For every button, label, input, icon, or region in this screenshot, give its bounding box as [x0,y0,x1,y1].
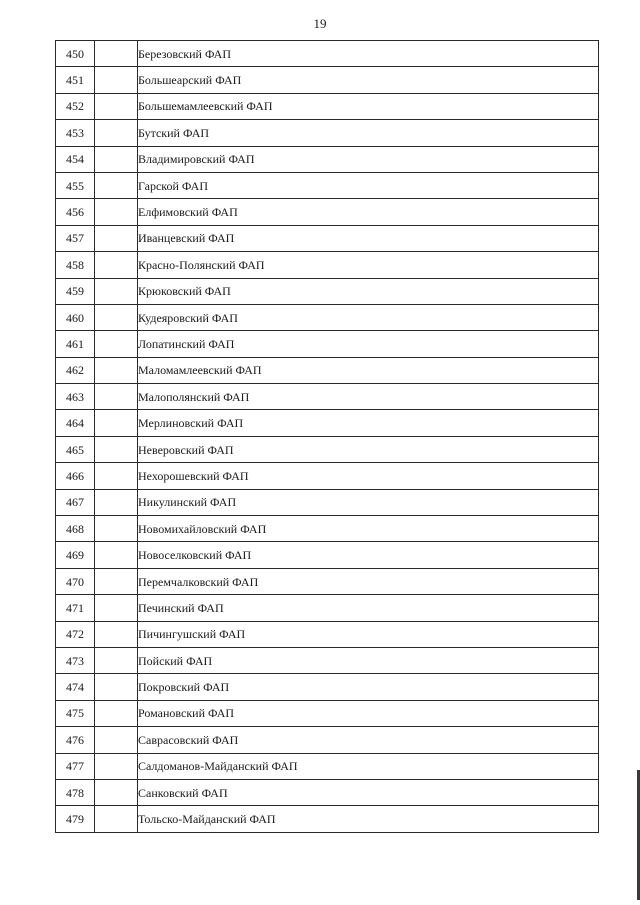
row-number-cell: 453 [56,120,95,146]
table-row [56,727,599,753]
row-number-cell: 479 [56,806,95,832]
table-row [56,331,599,357]
empty-code-cell [95,542,138,568]
table-row [56,436,599,462]
empty-code-cell [95,146,138,172]
facility-name-cell: Новоселковский ФАП [138,542,599,568]
facility-name-cell: Бутский ФАП [138,120,599,146]
empty-code-cell [95,489,138,515]
table-row [56,278,599,304]
table-row [56,700,599,726]
row-number-cell: 471 [56,595,95,621]
table-row [56,146,599,172]
table-row [56,410,599,436]
empty-code-cell [95,516,138,542]
table-row [56,568,599,594]
facility-name-cell: Кудеяровский ФАП [138,304,599,330]
facility-name-cell: Печинский ФАП [138,595,599,621]
empty-code-cell [95,436,138,462]
facility-name-cell: Никулинский ФАП [138,489,599,515]
table-row [56,779,599,805]
facility-name-cell: Перемчалковский ФАП [138,568,599,594]
row-number-cell: 465 [56,436,95,462]
empty-code-cell [95,410,138,436]
row-number-cell: 473 [56,647,95,673]
table-row [56,252,599,278]
facility-name-cell: Романовский ФАП [138,700,599,726]
facility-name-cell: Гарской ФАП [138,172,599,198]
empty-code-cell [95,252,138,278]
empty-code-cell [95,621,138,647]
empty-code-cell [95,331,138,357]
row-number-cell: 459 [56,278,95,304]
facility-name-cell: Лопатинский ФАП [138,331,599,357]
facility-name-cell: Новомихайловский ФАП [138,516,599,542]
row-number-cell: 474 [56,674,95,700]
table-row [56,67,599,93]
table-row [56,93,599,119]
facility-name-cell: Неверовский ФАП [138,436,599,462]
row-number-cell: 452 [56,93,95,119]
facility-name-cell: Маломамлеевский ФАП [138,357,599,383]
table-row [56,41,599,67]
empty-code-cell [95,727,138,753]
row-number-cell: 478 [56,779,95,805]
table-row [56,463,599,489]
facility-name-cell: Малополянский ФАП [138,384,599,410]
empty-code-cell [95,674,138,700]
empty-code-cell [95,779,138,805]
facility-name-cell: Владимировский ФАП [138,146,599,172]
facility-name-cell: Большеарский ФАП [138,67,599,93]
row-number-cell: 463 [56,384,95,410]
row-number-cell: 455 [56,172,95,198]
row-number-cell: 456 [56,199,95,225]
table-row [56,647,599,673]
row-number-cell: 469 [56,542,95,568]
empty-code-cell [95,304,138,330]
facility-name-cell: Елфимовский ФАП [138,199,599,225]
row-number-cell: 458 [56,252,95,278]
table-row [56,806,599,832]
table-row [56,120,599,146]
table-row [56,304,599,330]
facility-name-cell: Иванцевский ФАП [138,225,599,251]
table-row [56,225,599,251]
row-number-cell: 451 [56,67,95,93]
empty-code-cell [95,93,138,119]
table-row [56,595,599,621]
empty-code-cell [95,753,138,779]
row-number-cell: 461 [56,331,95,357]
facility-table [55,40,599,833]
empty-code-cell [95,647,138,673]
facility-name-cell: Нехорошевский ФАП [138,463,599,489]
empty-code-cell [95,357,138,383]
row-number-cell: 462 [56,357,95,383]
facility-name-cell: Большемамлеевский ФАП [138,93,599,119]
empty-code-cell [95,225,138,251]
table-row [56,674,599,700]
facility-name-cell: Красно-Полянский ФАП [138,252,599,278]
empty-code-cell [95,41,138,67]
row-number-cell: 476 [56,727,95,753]
row-number-cell: 450 [56,41,95,67]
empty-code-cell [95,199,138,225]
facility-name-cell: Санковский ФАП [138,779,599,805]
table-row [56,753,599,779]
facility-name-cell: Мерлиновский ФАП [138,410,599,436]
table-row [56,489,599,515]
facility-name-cell: Тольско-Майданский ФАП [138,806,599,832]
row-number-cell: 467 [56,489,95,515]
table-row [56,542,599,568]
empty-code-cell [95,595,138,621]
row-number-cell: 477 [56,753,95,779]
facility-name-cell: Крюковский ФАП [138,278,599,304]
row-number-cell: 454 [56,146,95,172]
row-number-cell: 470 [56,568,95,594]
row-number-cell: 468 [56,516,95,542]
empty-code-cell [95,67,138,93]
table-row [56,172,599,198]
empty-code-cell [95,700,138,726]
facility-name-cell: Салдоманов-Майданский ФАП [138,753,599,779]
row-number-cell: 472 [56,621,95,647]
table-row [56,516,599,542]
row-number-cell: 457 [56,225,95,251]
table-row [56,357,599,383]
empty-code-cell [95,120,138,146]
empty-code-cell [95,384,138,410]
page-number: 19 [313,16,327,31]
facility-name-cell: Березовский ФАП [138,41,599,67]
empty-code-cell [95,463,138,489]
facility-name-cell: Саврасовский ФАП [138,727,599,753]
table-row [56,621,599,647]
row-number-cell: 466 [56,463,95,489]
row-number-cell: 475 [56,700,95,726]
row-number-cell: 464 [56,410,95,436]
table-row [56,384,599,410]
empty-code-cell [95,806,138,832]
facility-name-cell: Пичингушский ФАП [138,621,599,647]
table-row [56,199,599,225]
facility-name-cell: Пойский ФАП [138,647,599,673]
row-number-cell: 460 [56,304,95,330]
facility-table-body [56,41,599,833]
empty-code-cell [95,172,138,198]
empty-code-cell [95,278,138,304]
facility-name-cell: Покровский ФАП [138,674,599,700]
empty-code-cell [95,568,138,594]
